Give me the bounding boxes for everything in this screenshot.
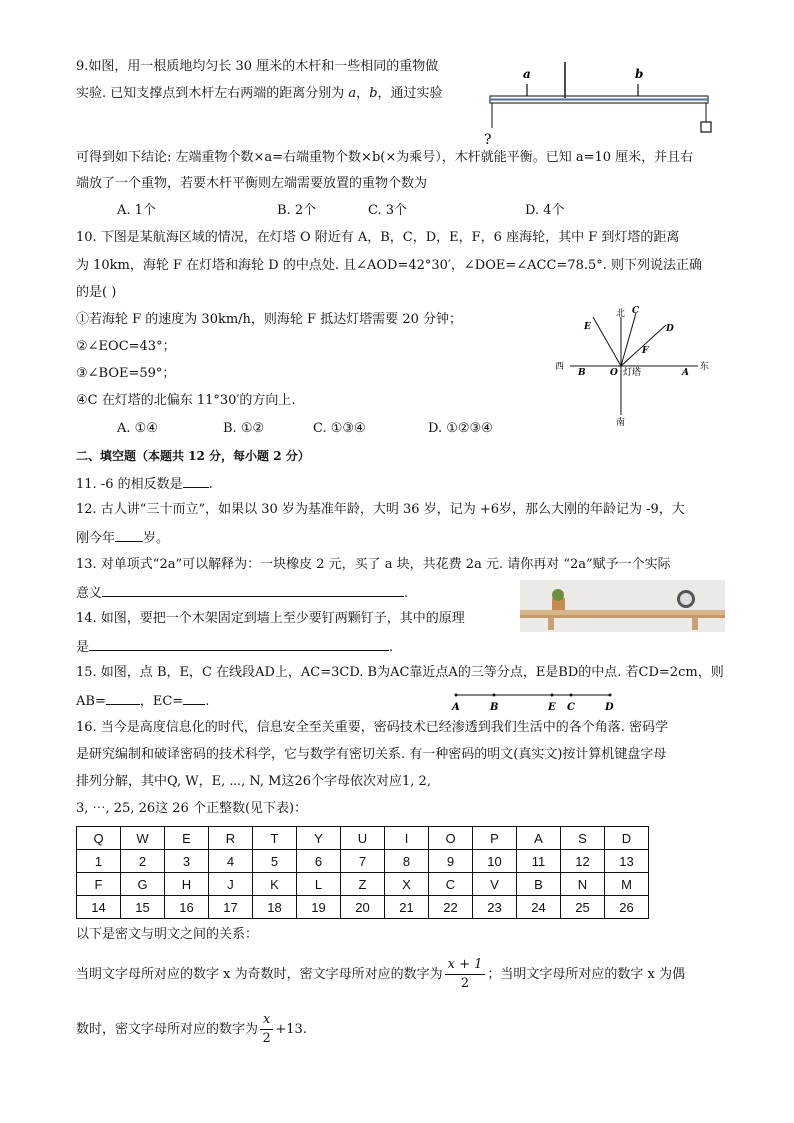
q15-ab-blank[interactable] xyxy=(106,690,140,705)
q9-var-b: b xyxy=(369,86,378,101)
cipher-table-cell: X xyxy=(385,873,429,896)
cipher-table-cell: Y xyxy=(297,827,341,850)
cipher-table-cell: 9 xyxy=(429,850,473,873)
cipher-table-cell: 3 xyxy=(165,850,209,873)
label-seg-E: E xyxy=(548,702,556,713)
cipher-table-cell: Q xyxy=(77,827,121,850)
label-F: F xyxy=(642,346,649,356)
cipher-table-cell: H xyxy=(165,873,209,896)
cipher-table xyxy=(76,826,649,919)
point-C xyxy=(570,694,573,697)
q10-line3: 的是( ) xyxy=(76,285,117,300)
q9-option-b: B. 2个 xyxy=(277,203,317,218)
cipher-table-cell: Z xyxy=(341,873,385,896)
cipher-table-cell: 5 xyxy=(253,850,297,873)
q16-line3: 排列分解，其中Q, W，E, ⋯, N, M这26个字母依次对应1, 2, xyxy=(76,774,431,789)
cipher-table-cell: 23 xyxy=(473,896,517,919)
q9-line1: 9.如图，用一根质地均匀长 30 厘米的木杆和一些相同的重物做 xyxy=(76,59,439,74)
q14-answer-blank[interactable] xyxy=(89,636,389,651)
q9-option-d: D. 4个 xyxy=(525,203,565,218)
cipher-table-cell: I xyxy=(385,827,429,850)
cipher-table-cell: C xyxy=(429,873,473,896)
cipher-table-cell: E xyxy=(165,827,209,850)
q15-ab: AB= xyxy=(76,694,106,709)
section-heading: 二、填空题（本题共 12 分，每小题 2 分） xyxy=(76,449,310,463)
q14-line1: 14. 如图，要把一个木架固定到墙上至少要钉两颗钉子，其中的原理 xyxy=(76,611,465,626)
cipher-table-cell: U xyxy=(341,827,385,850)
cipher-table-cell: 16 xyxy=(165,896,209,919)
q16-odd-text: 当明文字母所对应的数字 x 为奇数时，密文字母所对应的数字为 xyxy=(76,967,443,982)
cipher-table-cell: 11 xyxy=(517,850,561,873)
label-b: b xyxy=(635,67,644,81)
label-question: ? xyxy=(484,132,492,148)
label-south: 南 xyxy=(616,418,626,428)
q16-line4: 3, ⋯, 25, 26这 26 个正整数(见下表)： xyxy=(76,801,308,816)
q16-odd-tail: ；当明文字母所对应的数字 x 为偶 xyxy=(487,967,685,982)
q10-option-d: D. ①②③④ xyxy=(428,421,493,436)
shelf-board xyxy=(520,610,725,615)
q13-answer-blank[interactable] xyxy=(102,582,404,597)
q10-line1: 10. 下图是某航海区域的情况，在灯塔 O 附近有 A，B，C，D，E，F，6 座海轮，其中 F 到灯塔的距离 xyxy=(76,230,680,245)
clock-face xyxy=(680,593,692,605)
q9-line2-text: 实验. 已知支撑点到木杆左右两端的距离分别为 xyxy=(76,86,349,101)
cipher-table-row xyxy=(77,850,649,873)
cipher-table-cell: V xyxy=(473,873,517,896)
label-D: D xyxy=(666,324,674,334)
segment-figure xyxy=(448,686,618,714)
shelf-bracket-left xyxy=(548,618,554,630)
q12-line2 xyxy=(76,527,169,549)
q16-line2: 是研究编制和破译密码的技术科学，它与数学有密切关系. 有一种密码的明文(真实文)按计算机键盘字母 xyxy=(76,747,667,762)
cipher-table-cell: N xyxy=(561,873,605,896)
q14-line2 xyxy=(76,636,393,658)
cipher-table-cell: 26 xyxy=(605,896,649,919)
q9-line4: 端放了一个重物，若要木杆平衡则左端需要放置的重物个数为 xyxy=(76,176,428,191)
cipher-table-cell: G xyxy=(121,873,165,896)
q12-line1: 12. 古人讲“三十而立”，如果以 30 岁为基准年龄，大明 36 岁，记为 +6岁，那么大刚的年龄记为 -9，大 xyxy=(76,502,685,517)
q9-var-a: a xyxy=(348,86,357,101)
cipher-table-cell: M xyxy=(605,873,649,896)
cipher-table-cell: T xyxy=(253,827,297,850)
q16-even-tail: +13. xyxy=(275,1022,307,1037)
q9-option-c: C. 3个 xyxy=(368,203,408,218)
q13-line1: 13. 对单项式“2a”可以解释为：一块橡皮 2 元，买了 a 块，共花费 2a 元. 请你再对 “2a”赋予一个实际 xyxy=(76,557,671,572)
ray-OC xyxy=(621,313,636,366)
shelf-edge xyxy=(520,615,725,618)
fraction-1-denominator: 2 xyxy=(460,976,470,991)
cipher-table-row xyxy=(77,896,649,919)
cipher-table-cell: 4 xyxy=(209,850,253,873)
q10-option-b: B. ①② xyxy=(223,421,265,436)
cipher-table-cell: 14 xyxy=(77,896,121,919)
fraction-2-denominator: 2 xyxy=(262,1031,271,1046)
label-east: 东 xyxy=(700,362,710,372)
cipher-table-cell: 6 xyxy=(297,850,341,873)
q16-relation: 以下是密文与明文之间的关系： xyxy=(76,927,259,942)
q16-line1: 16. 当今是高度信息化的时代，信息安全至关重要，密码技术已经渗透到我们生活中的各个角落. 密码学 xyxy=(76,720,669,735)
q14-line2-text: 是 xyxy=(76,640,90,655)
cipher-table-cell: O xyxy=(429,827,473,850)
q10-statement-3: ③∠BOE=59°； xyxy=(76,366,176,381)
point-B xyxy=(493,694,496,697)
label-west: 西 xyxy=(555,362,565,372)
cipher-table-cell: B xyxy=(517,873,561,896)
label-seg-D: D xyxy=(605,702,614,713)
cipher-table-cell: 25 xyxy=(561,896,605,919)
q10-statement-1: ①若海轮 F 的速度为 30km/h，则海轮 F 抵达灯塔需要 20 分钟； xyxy=(76,312,463,327)
cipher-table-cell: P xyxy=(473,827,517,850)
cipher-table-cell: 24 xyxy=(517,896,561,919)
q13-line2 xyxy=(76,582,408,604)
label-B: B xyxy=(578,368,586,378)
cipher-table-cell: W xyxy=(121,827,165,850)
q11-answer-blank[interactable] xyxy=(183,473,209,488)
q15-line1: 15. 如图，点 B，E，C 在线段AD上，AC=3CD. B为AC靠近点A的三等分点，E是BD的中点. 若CD=2cm，则 xyxy=(76,665,724,680)
q13-end: . xyxy=(404,586,409,601)
cipher-table-cell: 21 xyxy=(385,896,429,919)
cipher-table-cell: 12 xyxy=(561,850,605,873)
cipher-table-cell: 22 xyxy=(429,896,473,919)
point-E xyxy=(551,694,554,697)
cipher-table-cell: 10 xyxy=(473,850,517,873)
fraction-x-over-2 xyxy=(260,1011,273,1048)
label-seg-B: B xyxy=(490,702,499,713)
cipher-table-cell: 7 xyxy=(341,850,385,873)
q10-option-a: A. ①④ xyxy=(117,421,158,436)
q9-line2 xyxy=(76,84,443,104)
cipher-table-cell: A xyxy=(517,827,561,850)
q16-even-text: 数时，密文字母所对应的数字为 xyxy=(76,1022,259,1037)
cipher-table-row xyxy=(77,827,649,850)
cipher-table-cell: 15 xyxy=(121,896,165,919)
q9-line3: 可得到如下结论: 左端重物个数×a=右端重物个数×b(×为乘号），木杆就能平衡。已知 a=10 厘米，并且右 xyxy=(76,150,694,165)
q9-line2-tail: ，通过实验 xyxy=(377,86,443,101)
cipher-table-cell: J xyxy=(209,873,253,896)
q13-line2-text: 意义 xyxy=(76,586,103,601)
right-weight xyxy=(701,122,711,132)
label-seg-C: C xyxy=(567,702,575,713)
point-A xyxy=(455,694,458,697)
cipher-table-row xyxy=(77,873,649,896)
cipher-table-cell: 20 xyxy=(341,896,385,919)
q9-option-a: A. 1个 xyxy=(117,203,156,218)
label-tower: 灯塔 xyxy=(623,368,642,378)
q9-comma: ， xyxy=(356,86,370,101)
shelf-bracket-right xyxy=(692,618,698,630)
lever-figure xyxy=(480,58,720,150)
label-E: E xyxy=(584,322,591,332)
q10-statement-2: ②∠EOC=43°； xyxy=(76,339,176,354)
q11-end: . xyxy=(208,477,213,492)
label-O: O xyxy=(610,368,618,378)
cipher-table-cell: D xyxy=(605,827,649,850)
label-a: a xyxy=(523,67,531,81)
q12-line2-tail: 岁。 xyxy=(143,531,170,546)
q10-line2: 为 10km，海轮 F 在灯塔和海轮 D 的中点处. 且∠AOD=42°30′，∠DOE=∠ACC=78.5°. 则下列说法正确 xyxy=(76,258,703,273)
q10-option-c: C. ①③④ xyxy=(313,421,366,436)
label-north: 北 xyxy=(616,309,626,319)
q11-text: 11. -6 的相反数是 xyxy=(76,477,183,492)
q16-even-rule xyxy=(76,1010,307,1050)
ray-OE xyxy=(593,317,621,366)
q15-line2 xyxy=(76,690,209,712)
q11 xyxy=(76,473,213,495)
cipher-table-cell: 2 xyxy=(121,850,165,873)
fraction-x-plus-1-over-2 xyxy=(445,956,486,993)
compass-figure xyxy=(548,305,718,430)
q16-odd-rule xyxy=(76,955,685,995)
cipher-table-cell: K xyxy=(253,873,297,896)
cipher-table-cell: L xyxy=(297,873,341,896)
q12-answer-blank[interactable] xyxy=(115,527,143,542)
cipher-table-cell: 1 xyxy=(77,850,121,873)
plant-leaves xyxy=(552,589,564,601)
label-C: C xyxy=(632,306,640,316)
fraction-2-numerator: x xyxy=(260,1011,273,1030)
cipher-table-cell: F xyxy=(77,873,121,896)
cipher-table-cell: R xyxy=(209,827,253,850)
point-D xyxy=(609,694,612,697)
label-seg-A: A xyxy=(452,702,460,713)
q15-end: . xyxy=(205,694,210,709)
q10-statement-4: ④C 在灯塔的北偏东 11°30′的方向上. xyxy=(76,393,296,408)
fraction-1-numerator: x + 1 xyxy=(445,956,486,975)
label-A: A xyxy=(682,368,689,378)
cipher-table-cell: 18 xyxy=(253,896,297,919)
cipher-table-cell: 13 xyxy=(605,850,649,873)
shelf-photo xyxy=(520,580,725,632)
q14-end: . xyxy=(389,640,394,655)
cipher-table-cell: 8 xyxy=(385,850,429,873)
cipher-table-cell: 17 xyxy=(209,896,253,919)
cipher-table-cell: 19 xyxy=(297,896,341,919)
q12-line2-text: 刚今年 xyxy=(76,531,116,546)
cipher-table-cell: S xyxy=(561,827,605,850)
q15-ec: ，EC= xyxy=(139,694,184,709)
q15-ec-blank[interactable] xyxy=(183,690,205,705)
